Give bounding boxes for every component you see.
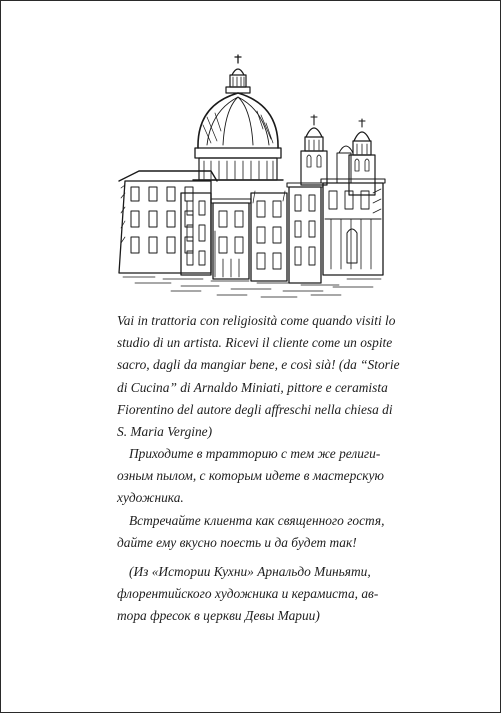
dome-lantern (226, 55, 250, 93)
italian-line: studio di un artista. Ricevi il cliente come un ospite (117, 335, 393, 351)
russian-line: Приходите в тратторию с тем же религи- (129, 446, 381, 461)
russian-source (117, 561, 407, 628)
russian-line: дайте ему вкусно поесть и да будет так! (117, 534, 357, 550)
italian-line: Fiorentino del autore degli affreschi nella chiesa di (117, 401, 393, 417)
russian-line: художника. (117, 490, 184, 506)
russian-quote (117, 443, 407, 554)
left-building (119, 171, 217, 273)
italian-quote (117, 310, 417, 443)
main-dome (193, 93, 283, 180)
venice-basilica-sketch-icon (111, 53, 393, 298)
front-buildings (181, 183, 323, 283)
russian-line: озным пылом, с которым идете в мастерскую (117, 468, 384, 484)
italian-line: Vai in trattoria con religiosità come quando visiti lo (117, 313, 396, 328)
source-line: тора фресок в церкви Девы Марии) (117, 608, 320, 624)
source-line: флорентийского художника и керамиста, ав- (117, 586, 379, 602)
russian-line: Встречайте клиента как священного гостя, (129, 512, 385, 528)
canal-water (123, 277, 381, 297)
italian-line: sacro, dagli da mangiar bene, e così sià! (da “Storie (117, 357, 400, 373)
italian-line: S. Maria Vergine) (117, 424, 213, 440)
source-line: (Из «Истории Кухни» Арнальдо Миньяти, (129, 564, 371, 579)
italian-line: di Cucina” di Arnaldo Miniati, pittore e ceramista (117, 379, 388, 395)
